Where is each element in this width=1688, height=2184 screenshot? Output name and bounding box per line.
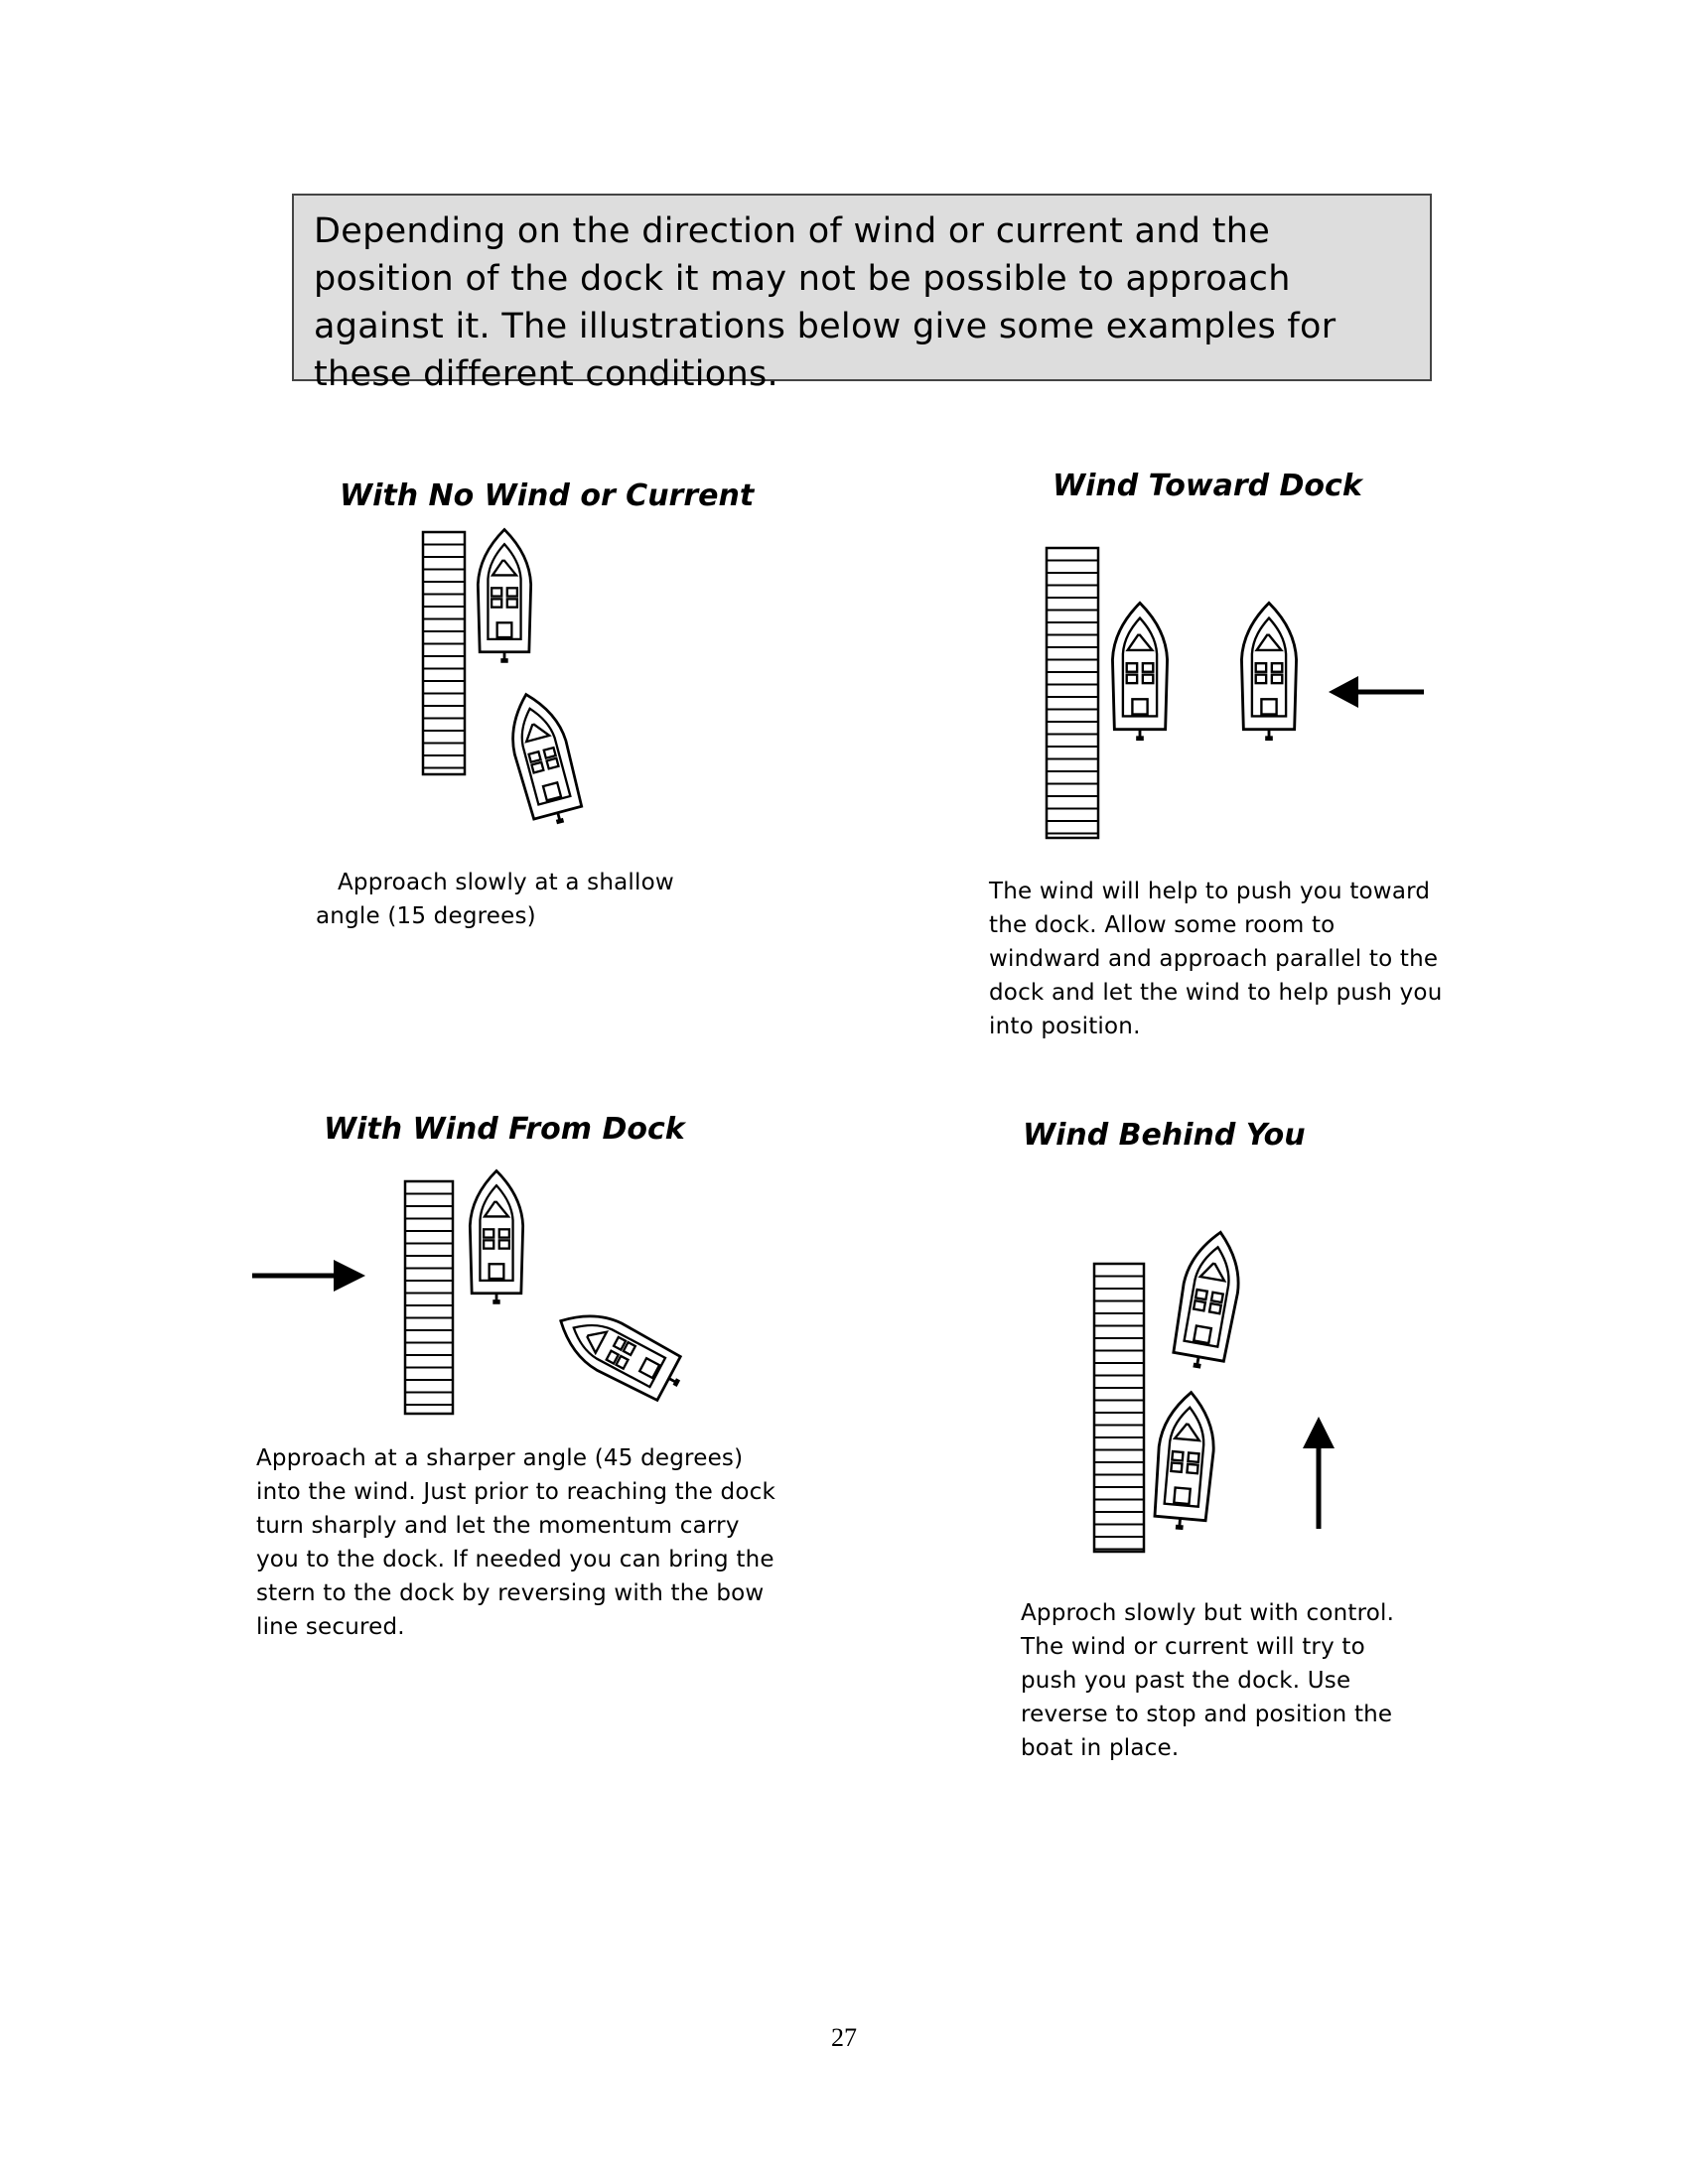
boat-drifting bbox=[1170, 1228, 1247, 1373]
dock bbox=[423, 532, 465, 774]
title-wind-toward: Wind Toward Dock bbox=[1053, 469, 1362, 503]
title-wind-behind: Wind Behind You bbox=[1023, 1118, 1306, 1153]
title-wind-from: With Wind From Dock bbox=[324, 1112, 685, 1147]
caption-wind-behind: Approch slowly but with control. The wind or current will try to push you past the dock. Use reverse to stop and position the boat in place. bbox=[1021, 1600, 1395, 1761]
boat-docked bbox=[478, 529, 530, 662]
figure-wind-toward bbox=[1041, 544, 1438, 842]
boat-docked bbox=[470, 1170, 522, 1303]
boat-approaching bbox=[1241, 603, 1296, 741]
page-number: 27 bbox=[831, 2023, 857, 2052]
caption-wind-toward: The wind will help to push you toward the dock. Allow some room to windward and approach parallel to the dock and let the wind to help push you into position. bbox=[989, 879, 1443, 1039]
figure-no-wind bbox=[417, 526, 596, 824]
wind-arrow-left-icon bbox=[1329, 676, 1424, 708]
figure-wind-from bbox=[248, 1161, 695, 1420]
boat-docked bbox=[1152, 1390, 1218, 1532]
wind-arrow-up-icon bbox=[1303, 1417, 1335, 1529]
boat-approaching bbox=[548, 1297, 691, 1407]
dock bbox=[1094, 1264, 1144, 1552]
wind-arrow-right-icon bbox=[252, 1260, 365, 1292]
dock bbox=[405, 1181, 453, 1414]
caption-no-wind: Approach slowly at a shallow angle (15 degrees) bbox=[316, 870, 674, 929]
boat-docked bbox=[1112, 603, 1167, 741]
title-no-wind: With No Wind or Current bbox=[340, 478, 755, 513]
intro-box: Depending on the direction of wind or current and the position of the dock it may not be possible to approach against it. The illustrations below give some examples for these different conditions. bbox=[292, 194, 1432, 381]
dock bbox=[1047, 548, 1098, 838]
figure-wind-behind bbox=[1082, 1206, 1360, 1564]
caption-wind-from: Approach at a sharper angle (45 degrees) into the wind. Just prior to reaching the dock turn sharply and let the momentum carry you to the dock. If needed you can bring the stern to the dock by reversing with the bow line secured. bbox=[256, 1445, 775, 1640]
boat-approaching bbox=[500, 688, 586, 831]
